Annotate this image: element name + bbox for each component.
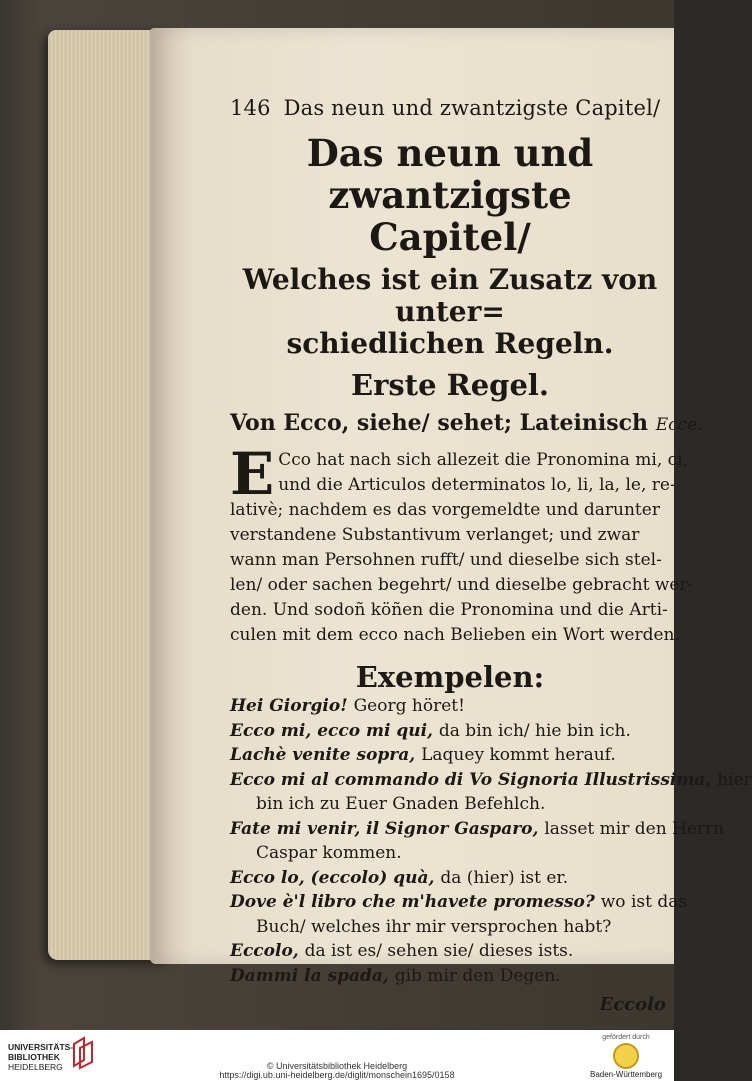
example-line	[230, 866, 670, 891]
running-header	[230, 96, 670, 120]
example-line	[230, 792, 670, 817]
paragraph-line: Cco hat nach sich allezeit die Pronomina mi, ci,	[278, 450, 688, 470]
example-italian: Dove è'l libro che m'havete promesso?	[230, 892, 601, 912]
chapter-title	[230, 132, 670, 258]
example-italian: Dammi la spada,	[230, 965, 395, 986]
state-seal-icon	[613, 1043, 639, 1069]
rule-sub-latin: Ecce.	[655, 415, 703, 435]
permalink[interactable]: https://digi.ub.uni-heidelberg.de/diglit/monschein1695/0158	[219, 1070, 455, 1080]
page-number: 146	[230, 96, 271, 120]
example-german: Caspar kommen.	[256, 843, 402, 863]
paragraph-line: len/ oder sachen begehrt/ und dieselbe gebracht wer-	[230, 575, 694, 595]
rule-heading: Erste Regel.	[350, 368, 550, 402]
example-german: da (hier) ist er.	[440, 867, 569, 888]
example-german: hier	[717, 769, 752, 790]
examples-heading: Exempelen:	[355, 660, 545, 694]
paragraph-line: culen mit dem ecco nach Belieben ein Wort werden.	[230, 625, 680, 645]
rule-sub-text: Von Ecco, siehe/ sehet; Lateinisch	[230, 410, 649, 436]
chapter-title-line2: Capitel/	[369, 215, 531, 259]
chapter-subtitle	[230, 264, 670, 360]
example-german: Laquey kommt herauf.	[421, 745, 616, 765]
example-italian: Ecco mi al commando di Vo Signoria Illustrissima,	[230, 769, 718, 790]
example-line	[230, 719, 670, 744]
example-italian: Hei Giorgio!	[230, 696, 354, 716]
sponsor-label: gefördert durch	[602, 1034, 650, 1041]
paragraph-line: verstandene Substantivum verlanget; und zwar	[230, 525, 640, 545]
example-german: da bin ich/ hie bin ich.	[438, 720, 631, 741]
example-line	[230, 890, 688, 915]
subtitle-line2: schiedlichen Regeln.	[286, 327, 614, 360]
example-german: Georg höret!	[353, 696, 465, 716]
rule-paragraph	[230, 440, 694, 648]
example-line	[230, 841, 670, 866]
example-line	[230, 694, 670, 719]
example-italian: Ecco mi, ecco mi qui,	[230, 720, 439, 741]
example-line	[230, 915, 670, 940]
example-line	[230, 964, 670, 989]
example-german: lasset mir den Herrn	[544, 818, 725, 839]
library-name-line1: UNIVERSITÄTS-	[8, 1042, 74, 1052]
paragraph-lines	[230, 440, 694, 648]
header-title: Das neun und zwantzigste Capitel/	[283, 96, 661, 120]
example-italian: Lachè venite sopra,	[230, 745, 422, 765]
sponsor-name: Baden-Württemberg	[589, 1070, 663, 1079]
example-line	[230, 939, 670, 964]
example-italian: Fate mi venir, il Signor Gasparo,	[230, 818, 545, 839]
example-german: gib mir den Degen.	[394, 965, 561, 986]
example-line	[230, 768, 752, 793]
paragraph-line: und die Articulos determinatos lo, li, la, le, re-	[278, 475, 676, 495]
page-text	[230, 96, 752, 1015]
example-german: wo ist das	[600, 892, 688, 912]
library-name-line2: BIBLIOTHEK	[8, 1052, 60, 1062]
example-german: da ist es/ sehen sie/ dieses ists.	[304, 941, 574, 961]
example-line	[230, 817, 725, 842]
subtitle-line1: Welches ist ein Zusatz von unter=	[242, 263, 658, 328]
copyright-block	[0, 1062, 674, 1080]
example-line	[230, 743, 670, 768]
example-german: bin ich zu Euer Gnaden Befehlch.	[256, 794, 546, 814]
library-name-line3: HEIDELBERG	[8, 1062, 63, 1072]
viewer-footer	[0, 1030, 674, 1081]
paragraph-line: wann man Persohnen rufft/ und dieselbe sich stel-	[230, 550, 662, 570]
paragraph-line: den. Und sodoñ köñen die Pronomina und die Arti-	[230, 600, 668, 620]
copyright-text: © Universitätsbibliothek Heidelberg	[266, 1061, 408, 1071]
examples-list	[230, 694, 752, 988]
drop-cap: E	[230, 440, 275, 508]
chapter-title-line1: Das neun und zwantzigste	[306, 131, 594, 217]
catchword: Eccolo	[599, 994, 666, 1015]
example-italian: Ecco lo, (eccolo) quà,	[230, 867, 441, 888]
example-italian: Eccolo,	[230, 941, 305, 961]
example-german: Buch/ welches ihr mir versprochen habt?	[256, 916, 612, 937]
sponsor-block	[586, 1034, 666, 1079]
rule-subheading	[230, 410, 703, 436]
paragraph-line: lativè; nachdem es das vorgemeldte und darunter	[230, 500, 660, 520]
